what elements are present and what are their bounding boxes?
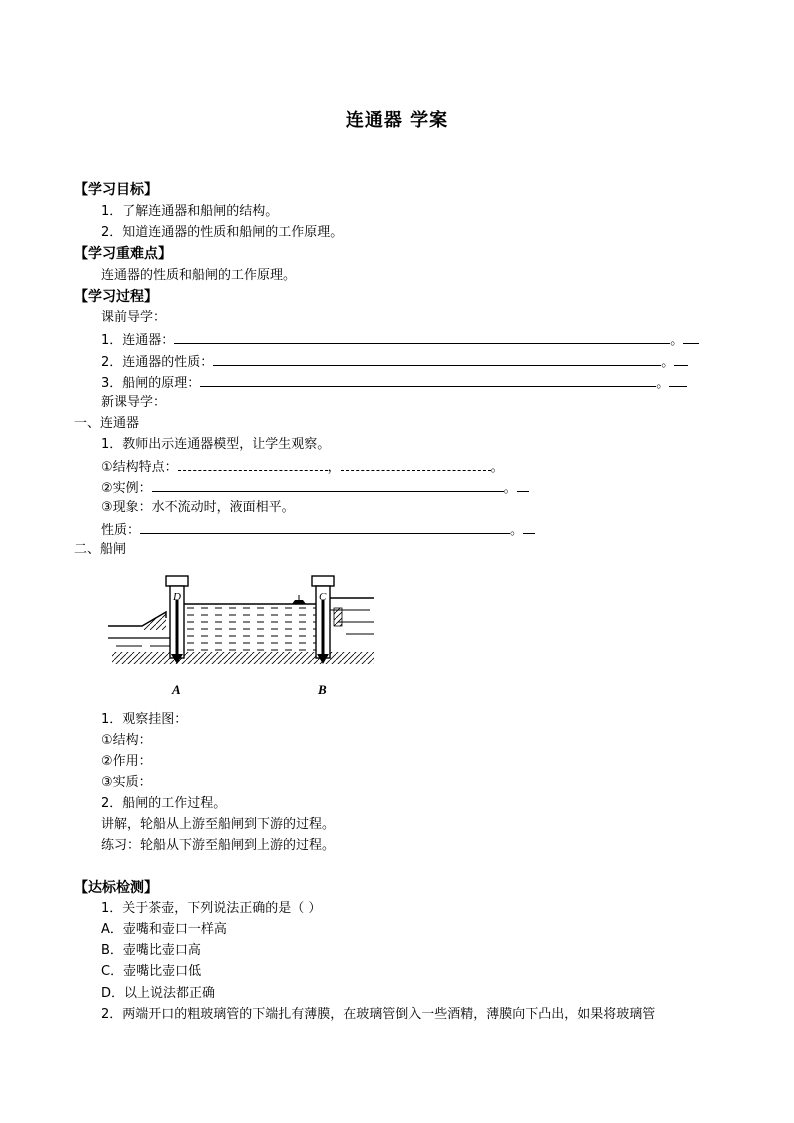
key-points-text: 连通器的性质和船闸的工作原理。 (101, 268, 297, 283)
answer-blank[interactable] (178, 457, 328, 471)
comma: ， (327, 460, 341, 475)
gate-tower-d-cap (166, 576, 188, 586)
structure-feature (101, 457, 504, 477)
objective-item: 1．了解连通器和船闸的结构。 (101, 204, 279, 219)
answer-blank[interactable] (152, 478, 504, 492)
objective-item: 2．知道连通器的性质和船闸的工作原理。 (101, 225, 344, 240)
lock-structure: ①结构： (101, 733, 152, 748)
lock-function: ②作用： (101, 754, 152, 769)
answer-blank-tail (674, 352, 688, 366)
answer-blank-tail (517, 478, 529, 492)
period: 。 (510, 523, 524, 538)
answer-blank[interactable] (140, 520, 510, 534)
label-c: C (319, 591, 327, 603)
lock-practice: 练习：轮船从下游至船闸到上游的过程。 (101, 838, 336, 853)
lock-essence: ③实质： (101, 775, 152, 790)
chamber-water (184, 604, 322, 652)
option-d[interactable]: D．以上说法都正确 (101, 986, 216, 1001)
teacher-demo-step: 1．教师出示连通器模型，让学生观察。 (101, 437, 331, 452)
item-label: ①结构特点： (101, 460, 178, 475)
answer-blank[interactable] (213, 352, 661, 366)
new-study-intro: 新课导学： (101, 395, 167, 410)
gate-valve-c (334, 608, 342, 626)
question-label: 2．连通器的性质： (101, 355, 214, 370)
label-b: B (318, 682, 327, 697)
answer-blank[interactable] (200, 373, 656, 387)
label-a: A (172, 682, 181, 697)
heading-process: 【学习过程】 (74, 289, 158, 305)
pre-question-3 (101, 373, 687, 393)
period: 。 (503, 481, 517, 496)
question-2: 2．两端开口的粗玻璃管的下端扎有薄膜，在玻璃管倒入一些酒精，薄膜向下凸出，如果将玻璃管 (101, 1007, 656, 1022)
answer-blank-tail (669, 373, 687, 387)
page-title: 连通器 学案 (345, 110, 449, 131)
answer-blank[interactable] (341, 457, 491, 471)
lock-explain: 讲解，轮船从上游至船闸到下游的过程。 (101, 817, 336, 832)
pre-study-intro: 课前导学： (101, 310, 167, 325)
gate-tower-c-cap (312, 576, 334, 586)
phenomenon-line: ③现象：水不流动时，液面相平。 (101, 500, 295, 515)
question-label: 3．船闸的原理： (101, 376, 201, 391)
pre-question-1 (101, 330, 699, 350)
ground-hatch (112, 652, 374, 664)
period: 。 (670, 333, 684, 348)
question-label: 1．连通器： (101, 333, 175, 348)
period: 。 (661, 355, 675, 370)
option-b[interactable]: B．壶嘴比壶口高 (101, 943, 201, 958)
option-c[interactable]: C．壶嘴比壶口低 (101, 964, 202, 979)
question-1: 1．关于茶壶，下列说法正确的是（ ） (101, 901, 322, 916)
heading-objectives: 【学习目标】 (74, 182, 158, 198)
pre-question-2 (101, 352, 688, 372)
property-line (101, 520, 535, 540)
heading-key-points: 【学习重难点】 (74, 246, 172, 262)
item-label: ②实例： (101, 481, 152, 496)
bank-hatch (142, 612, 166, 630)
section-connected-vessel: 一、连通器 (74, 416, 140, 431)
period: 。 (656, 376, 670, 391)
lock-process: 2．船闸的工作过程。 (101, 796, 227, 811)
example-line (101, 478, 529, 498)
boat-icon (292, 600, 306, 604)
period: 。 (490, 460, 504, 475)
answer-blank[interactable] (174, 330, 670, 344)
option-a[interactable]: A．壶嘴和壶口一样高 (101, 922, 227, 937)
answer-blank-tail (523, 520, 535, 534)
observe-chart: 1．观察挂图： (101, 712, 188, 727)
label-d: D (173, 591, 181, 603)
heading-assessment: 【达标检测】 (74, 880, 158, 896)
section-ship-lock: 二、船闸 (74, 542, 127, 557)
ship-lock-diagram (102, 570, 392, 700)
item-label: 性质： (101, 523, 141, 538)
answer-blank-tail (683, 330, 699, 344)
